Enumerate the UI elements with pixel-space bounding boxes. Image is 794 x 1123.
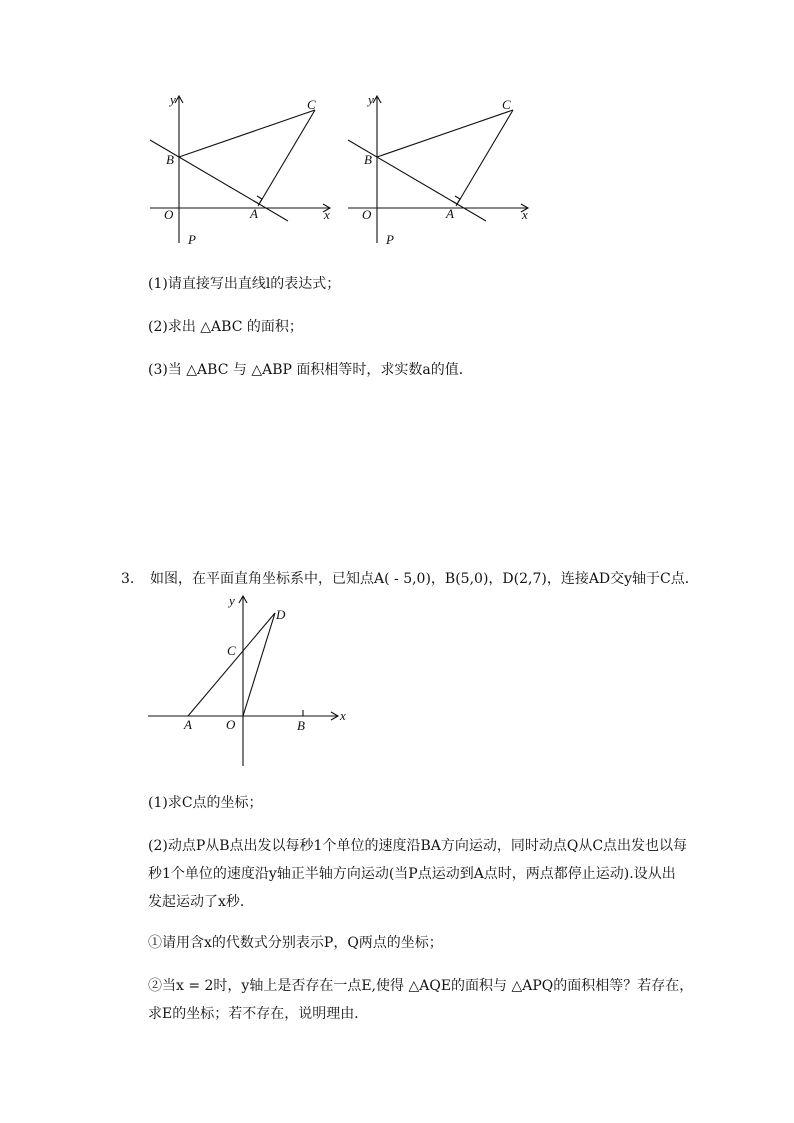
- q3-sub2-line1: ②当x = 2时，y轴上是否存在一点E,使得 △AQE的面积与 △APQ的面积相等？若存在，: [148, 978, 694, 994]
- label-a: A: [184, 717, 192, 732]
- q3-part2-line2: 秒1个单位的速度沿y轴正半轴方向运动(当P点运动到A点时，两点都停止运动).设从出: [148, 866, 676, 882]
- label-b: B: [297, 718, 305, 733]
- label-x: x: [340, 708, 346, 723]
- label-o: O: [362, 207, 372, 222]
- label-o: O: [164, 207, 174, 222]
- q3-part2-line1: (2)动点P从B点出发以每秒1个单位的速度沿BA方向运动，同时动点Q从C点出发也以每: [148, 838, 688, 854]
- q3-part2-line3: 发起运动了x秒．: [148, 894, 254, 910]
- q3-part1: (1)求C点的坐标；: [148, 795, 263, 811]
- label-c: C: [307, 97, 316, 112]
- q3-sub2-line2: 求E的坐标；若不存在，说明理由．: [148, 1006, 369, 1022]
- coordinate-figure-right: [338, 88, 543, 253]
- label-x: x: [522, 207, 528, 222]
- q3-coordinate-figure: [140, 590, 360, 770]
- q3-sub1: ①请用含x的代数式分别表示P，Q两点的坐标；: [148, 935, 443, 951]
- label-y: y: [368, 92, 374, 107]
- label-a: A: [250, 206, 258, 221]
- label-y: y: [170, 92, 176, 107]
- label-c: C: [502, 97, 511, 112]
- label-b: B: [364, 152, 372, 167]
- q3-stem: 如图，在平面直角坐标系中，已知点A( - 5,0)，B(5,0)，D(2,7)，连接AD交y轴于C点．: [150, 571, 699, 587]
- label-y: y: [229, 593, 235, 608]
- label-p: P: [386, 232, 394, 247]
- right-angle-mark: [254, 196, 262, 204]
- label-b: B: [166, 152, 174, 167]
- segment-ca: [456, 110, 513, 206]
- q2-part2: (2)求出 △ABC 的面积；: [148, 319, 303, 335]
- label-d: D: [276, 607, 286, 622]
- label-c: C: [227, 643, 236, 658]
- segment-bc: [377, 110, 513, 157]
- segment-ca: [258, 110, 315, 206]
- label-p: P: [188, 232, 196, 247]
- label-x: x: [324, 207, 330, 222]
- label-a: A: [446, 206, 454, 221]
- right-angle-mark: [452, 196, 460, 204]
- coordinate-figure-left: [140, 88, 345, 253]
- q3-number: 3.: [121, 571, 135, 587]
- q2-part1: (1)请直接写出直线l的表达式；: [148, 276, 341, 292]
- segment-od: [243, 613, 275, 716]
- segment-bc: [179, 110, 315, 157]
- label-o: O: [226, 717, 236, 732]
- q2-part3: (3)当 △ABC 与 △ABP 面积相等时，求实数a的值．: [148, 362, 473, 378]
- segment-ad: [188, 613, 275, 716]
